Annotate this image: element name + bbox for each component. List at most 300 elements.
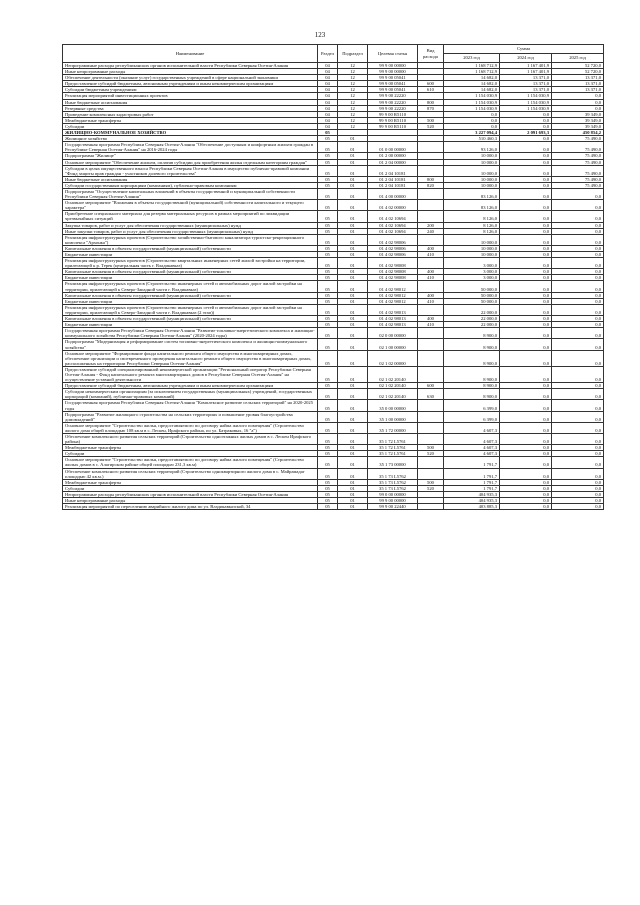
row-name: Непрограммные расходы республиканских органов исполнительной власти Республики Северная Осетия-Алания [63, 491, 318, 497]
row-razdel: 05 [318, 434, 338, 445]
row-podrazdel: 01 [338, 298, 368, 304]
row-name: Иные закупки товаров, работ и услуг для обеспечения государственных (муниципальных) нужд [63, 228, 318, 234]
row-name: Резервные средства [63, 105, 318, 111]
row-csr: 01 4 02 98008 [368, 258, 418, 269]
row-sum-2024: 0,0 [500, 491, 552, 497]
row-sum-2024: 1 167 401,9 [500, 69, 552, 75]
row-podrazdel: 12 [338, 63, 368, 69]
row-csr: 99 9 00 00000 [368, 63, 418, 69]
row-sum-2025: 0,0 [552, 434, 604, 445]
row-name: Предоставление субсидий бюджетным, автономным учреждениям и иным некоммерческим организациям [63, 81, 318, 87]
row-sum-2024: 0,0 [500, 383, 552, 389]
row-razdel: 04 [318, 87, 338, 93]
row-razdel: 04 [318, 75, 338, 81]
row-sum-2023: 8 900,0 [444, 350, 500, 366]
row-razdel: 05 [318, 252, 338, 258]
row-csr: 02 1 02 20140 [368, 366, 418, 382]
row-name: Реализация инфраструктурных проектов (Строительство инженерных сетей и автомобильных дорог жилой застройки на территории, прилегающей к Северо-Западной части г. Владикавказ) [63, 281, 318, 292]
row-podrazdel: 01 [338, 269, 368, 275]
row-razdel: 05 [318, 411, 338, 422]
row-vr: 400 [418, 292, 444, 298]
row-razdel: 05 [318, 245, 338, 251]
row-sum-2025: 0,0 [552, 322, 604, 328]
row-sum-2025: 0,0 [552, 228, 604, 234]
row-sum-2023: 1 168 712,9 [444, 69, 500, 75]
header-podrazdel: Подраздел [338, 45, 368, 63]
row-vr: 400 [418, 316, 444, 322]
row-sum-2023: 8 900,0 [444, 389, 500, 400]
table-row [63, 281, 604, 292]
row-name: Бюджетные инвестиции [63, 252, 318, 258]
row-csr: 35 1 73 L5762 [368, 479, 418, 485]
row-sum-2023: 510 460,3 [444, 136, 500, 142]
row-razdel: 05 [318, 188, 338, 199]
row-sum-2025: 0,0 [552, 245, 604, 251]
row-csr: 01 2 04 10181 [368, 176, 418, 182]
row-podrazdel: 01 [338, 504, 368, 510]
row-csr: 99 9 00 R5110 [368, 117, 418, 123]
row-sum-2025: 0,0 [552, 275, 604, 281]
row-csr: 01 4 02 98006 [368, 234, 418, 245]
row-vr [418, 211, 444, 222]
row-csr: 02 1 02 20140 [368, 383, 418, 389]
row-sum-2025: 75 490,0 [552, 153, 604, 159]
row-name: Субсидии [63, 451, 318, 457]
table-row [63, 400, 604, 411]
row-sum-2023: 22 000,0 [444, 322, 500, 328]
row-csr: 01 4 02 98008 [368, 269, 418, 275]
row-sum-2024: 0,0 [500, 298, 552, 304]
row-sum-2025: 39 349,0 [552, 117, 604, 123]
row-name: Основное мероприятие "Вложения в объекты государственной (муниципальной) собственности капитального и текущего характера" [63, 200, 318, 211]
row-razdel: 05 [318, 159, 338, 165]
row-name: Предоставление субсидий бюджетным, автономным учреждениям и иным некоммерческим организациям [63, 383, 318, 389]
row-razdel: 04 [318, 105, 338, 111]
row-sum-2025: 0,0 [552, 468, 604, 479]
row-csr: 01 4 02 98013 [368, 316, 418, 322]
row-sum-2025: 75 490,0 [552, 136, 604, 142]
row-sum-2024: 1 154 030,9 [500, 93, 552, 99]
row-sum-2025: 0,0 [552, 328, 604, 339]
row-razdel: 05 [318, 130, 338, 136]
row-name: Подпрограмма "Жилище" [63, 153, 318, 159]
row-podrazdel: 01 [338, 498, 368, 504]
row-sum-2024: 0,0 [500, 200, 552, 211]
row-podrazdel: 01 [338, 316, 368, 322]
row-sum-2025: 0,0 [552, 445, 604, 451]
row-sum-2025: 0,0 [552, 222, 604, 228]
row-csr: 02 1 02 00000 [368, 350, 418, 366]
row-sum-2023: 50 000,0 [444, 298, 500, 304]
row-csr: 35 1 72 L5761 [368, 451, 418, 457]
row-razdel: 05 [318, 468, 338, 479]
row-razdel: 05 [318, 339, 338, 350]
row-podrazdel: 12 [338, 93, 368, 99]
row-sum-2024: 0,0 [500, 281, 552, 292]
row-sum-2024: 0,0 [500, 188, 552, 199]
row-vr: 820 [418, 182, 444, 188]
budget-table [62, 44, 604, 510]
row-sum-2023: 8 900,0 [444, 339, 500, 350]
row-sum-2024: 0,0 [500, 275, 552, 281]
row-podrazdel: 01 [338, 366, 368, 382]
row-sum-2023: 10 000,0 [444, 165, 500, 176]
row-name: Основное мероприятие "Формирование фонда капитального ремонта общего имущества в многоквартирных домах, обеспечение организации и своевременного проведения капитального ремонта общего имущества в многоквартирных домах, расположенных на территории Республики Северная Осетия-Алания" [63, 350, 318, 366]
row-podrazdel: 01 [338, 411, 368, 422]
row-vr: 410 [418, 298, 444, 304]
row-sum-2025: 0,0 [552, 99, 604, 105]
row-sum-2025: 0,0 [552, 105, 604, 111]
row-name: Субсидии государственным корпорациям (компаниям), публично-правовым компаниям [63, 182, 318, 188]
row-podrazdel: 12 [338, 105, 368, 111]
row-sum-2023: 8 126,0 [444, 211, 500, 222]
row-vr [418, 411, 444, 422]
table-row [63, 258, 604, 269]
row-csr: 99 9 00 R5110 [368, 123, 418, 129]
header-razdel: Раздел [318, 45, 338, 63]
row-sum-2023: 8 900,0 [444, 328, 500, 339]
row-vr: 400 [418, 245, 444, 251]
row-csr: 01 4 02 98008 [368, 275, 418, 281]
row-csr: 99 0 00 00000 [368, 491, 418, 497]
row-podrazdel: 01 [338, 234, 368, 245]
row-razdel: 05 [318, 269, 338, 275]
row-razdel: 05 [318, 304, 338, 315]
row-vr: 500 [418, 479, 444, 485]
row-razdel: 04 [318, 63, 338, 69]
row-podrazdel: 01 [338, 245, 368, 251]
row-sum-2023: 4 607,3 [444, 445, 500, 451]
row-sum-2023: 50 000,0 [444, 292, 500, 298]
table-row [63, 411, 604, 422]
row-csr: 02 0 00 00000 [368, 328, 418, 339]
row-sum-2024: 0,0 [500, 228, 552, 234]
row-sum-2023: 3 000,0 [444, 269, 500, 275]
row-vr: 800 [418, 99, 444, 105]
row-vr [418, 281, 444, 292]
row-sum-2025: 0,0 [552, 298, 604, 304]
row-sum-2025: 0,0 [552, 269, 604, 275]
row-sum-2023: 14 682,0 [444, 87, 500, 93]
row-sum-2023: 8 126,0 [444, 222, 500, 228]
row-sum-2025: 0,0 [552, 504, 604, 510]
row-name: Иные непрограммные расходы [63, 69, 318, 75]
row-podrazdel: 01 [338, 383, 368, 389]
row-vr: 630 [418, 389, 444, 400]
row-razdel: 05 [318, 211, 338, 222]
row-sum-2024: 0,0 [500, 504, 552, 510]
row-sum-2025: 75 490,0 [552, 142, 604, 153]
row-razdel: 05 [318, 165, 338, 176]
table-row [63, 350, 604, 366]
row-razdel: 05 [318, 200, 338, 211]
row-vr [418, 366, 444, 382]
row-razdel: 04 [318, 93, 338, 99]
row-sum-2024: 0,0 [500, 400, 552, 411]
row-sum-2024: 13 371,0 [500, 81, 552, 87]
row-podrazdel: 01 [338, 485, 368, 491]
row-name: Реализация инфраструктурных проектов (Строительство квартальных инженерных сетей жилой застройки на территории, прилегающей к р. Терек (центральная часть г. Владикавказ) [63, 258, 318, 269]
row-name: Капитальные вложения в объекты государственной (муниципальной) собственности [63, 316, 318, 322]
row-csr: 01 4 02 10694 [368, 228, 418, 234]
row-name: Реализация мероприятий инвестиционных проектов [63, 93, 318, 99]
row-csr: 01 4 02 00000 [368, 200, 418, 211]
header-2024: 2024 год [500, 54, 552, 63]
row-sum-2023: 8 900,0 [444, 383, 500, 389]
header-2023: 2023 год [444, 54, 500, 63]
table-row [63, 200, 604, 211]
row-name: Иные бюджетные ассигнования [63, 99, 318, 105]
table-row [63, 366, 604, 382]
row-csr: 01 4 02 98006 [368, 245, 418, 251]
row-name: Иные непрограммные расходы [63, 498, 318, 504]
row-sum-2023: 8 126,0 [444, 228, 500, 234]
row-podrazdel: 01 [338, 258, 368, 269]
table-row [63, 504, 604, 510]
row-razdel: 05 [318, 498, 338, 504]
row-sum-2025: 0,0 [552, 252, 604, 258]
row-podrazdel: 01 [338, 159, 368, 165]
row-csr: 01 2 00 00000 [368, 153, 418, 159]
row-sum-2023: 0,0 [444, 123, 500, 129]
row-sum-2024: 1 167 401,9 [500, 63, 552, 69]
row-sum-2025: 13 371,0 [552, 87, 604, 93]
row-razdel: 05 [318, 445, 338, 451]
row-vr: 520 [418, 485, 444, 491]
row-vr: 610 [418, 87, 444, 93]
row-podrazdel: 01 [338, 153, 368, 159]
row-sum-2023: 3 227 094,4 [444, 130, 500, 136]
row-vr: 500 [418, 445, 444, 451]
row-podrazdel: 12 [338, 75, 368, 81]
row-sum-2025: 0,0 [552, 491, 604, 497]
row-podrazdel: 01 [338, 222, 368, 228]
row-sum-2024: 0,0 [500, 322, 552, 328]
row-vr [418, 234, 444, 245]
row-sum-2024: 0,0 [500, 176, 552, 182]
row-vr: 410 [418, 275, 444, 281]
row-sum-2023: 1 791,7 [444, 485, 500, 491]
row-name: Субсидии [63, 123, 318, 129]
row-csr: 99 9 00 05041 [368, 75, 418, 81]
row-sum-2024: 0,0 [500, 153, 552, 159]
row-csr: 99 9 00 00000 [368, 498, 418, 504]
row-razdel: 05 [318, 234, 338, 245]
row-sum-2023: 14 682,0 [444, 81, 500, 87]
row-sum-2025: 0,0 [552, 211, 604, 222]
row-sum-2023: 4 607,3 [444, 422, 500, 433]
row-csr: 01 4 02 98012 [368, 292, 418, 298]
row-vr [418, 434, 444, 445]
row-sum-2023: 1 154 030,9 [444, 99, 500, 105]
row-razdel: 05 [318, 451, 338, 457]
row-podrazdel: 01 [338, 451, 368, 457]
row-sum-2025: 0,0 [552, 258, 604, 269]
row-sum-2025: 0,0 [552, 188, 604, 199]
row-sum-2024: 0,0 [500, 252, 552, 258]
header-summa: Сумма [444, 45, 604, 54]
row-podrazdel: 01 [338, 350, 368, 366]
row-name: Приобретение специального материала для резерва материальных ресурсов в рамках мероприятий по ликвидации чрезвычайных ситуаций [63, 211, 318, 222]
row-csr: 01 4 02 98013 [368, 322, 418, 328]
row-name: Бюджетные инвестиции [63, 298, 318, 304]
row-name: Субсидии [63, 485, 318, 491]
row-razdel: 05 [318, 153, 338, 159]
row-name: Закупка товаров, работ и услуг для обеспечения государственных (муниципальных) нужд [63, 222, 318, 228]
row-razdel: 05 [318, 281, 338, 292]
row-vr: 500 [418, 117, 444, 123]
row-name: Обеспечение комплексного развития сельских территорий (Строительство одноэтажных жилых домов в с. Лескен Ирафского района) [63, 434, 318, 445]
row-sum-2023: 3 000,0 [444, 275, 500, 281]
row-name: Капитальные вложения в объекты государственной (муниципальной) собственности [63, 269, 318, 275]
row-razdel: 05 [318, 457, 338, 468]
row-podrazdel: 01 [338, 434, 368, 445]
row-sum-2024: 0,0 [500, 328, 552, 339]
row-sum-2025: 0,0 [552, 339, 604, 350]
table-body [63, 63, 604, 510]
row-csr: 02 1 00 00000 [368, 339, 418, 350]
row-podrazdel: 01 [338, 211, 368, 222]
row-csr: 99 9 00 05041 [368, 87, 418, 93]
row-sum-2023: 83 126,0 [444, 200, 500, 211]
row-podrazdel: 01 [338, 389, 368, 400]
table-row [63, 457, 604, 468]
row-name: Основное мероприятие "Строительство жилья, предоставляемого по договору найма жилого помещения" (Строительство жилых домов в с. Алагирском районе общей площадью 231,3 кв.м) [63, 457, 318, 468]
row-sum-2024: 0,0 [500, 182, 552, 188]
row-vr [418, 165, 444, 176]
row-sum-2024: 0,0 [500, 258, 552, 269]
row-vr: 520 [418, 451, 444, 457]
row-sum-2023: 93 126,0 [444, 142, 500, 153]
row-podrazdel: 12 [338, 123, 368, 129]
row-sum-2024: 13 371,0 [500, 75, 552, 81]
row-csr: 01 4 02 10694 [368, 222, 418, 228]
row-name: Жилищное хозяйство [63, 136, 318, 142]
row-vr: 400 [418, 269, 444, 275]
row-sum-2025: 39 349,0 [552, 111, 604, 117]
row-csr: 99 9 00 22220 [368, 105, 418, 111]
row-podrazdel: 01 [338, 188, 368, 199]
row-podrazdel: 01 [338, 400, 368, 411]
row-csr: 35 1 72 00000 [368, 422, 418, 433]
row-csr: 35 1 73 L5762 [368, 485, 418, 491]
row-sum-2025: 450 854,2 [552, 130, 604, 136]
row-sum-2025: 0,0 [552, 498, 604, 504]
row-razdel: 05 [318, 491, 338, 497]
row-name: Основное мероприятие "Строительство жилья, предоставляемого по договору найма жилого помещения" (Строительство жилого дома общей площадью 108 кв.м в с. Лескен, Ирафского района, по ул. Батраковых, 16 "а") [63, 422, 318, 433]
row-sum-2025: 0,0 [552, 316, 604, 322]
row-podrazdel: 01 [338, 491, 368, 497]
row-csr: 01 4 02 98006 [368, 252, 418, 258]
row-sum-2025: 75 490,0 [552, 165, 604, 176]
row-vr: 800 [418, 176, 444, 182]
row-csr: 99 9 00 22220 [368, 93, 418, 99]
row-sum-2025: 75 490,0 [552, 176, 604, 182]
row-sum-2023: 6 399,0 [444, 411, 500, 422]
row-sum-2024: 0,0 [500, 111, 552, 117]
row-sum-2024: 0,0 [500, 123, 552, 129]
row-vr [418, 422, 444, 433]
row-vr: 600 [418, 383, 444, 389]
row-sum-2023: 1 154 030,9 [444, 105, 500, 111]
row-sum-2024: 1 154 030,9 [500, 105, 552, 111]
row-sum-2023: 404 935,3 [444, 491, 500, 497]
row-podrazdel: 12 [338, 99, 368, 105]
row-sum-2024: 2 091 693,3 [500, 130, 552, 136]
row-podrazdel: 01 [338, 328, 368, 339]
row-razdel: 05 [318, 222, 338, 228]
row-csr: 01 4 02 98013 [368, 304, 418, 315]
row-sum-2023: 403 885,3 [444, 504, 500, 510]
row-razdel: 05 [318, 389, 338, 400]
row-name: Подпрограмма "Развитие жилищного строительства на сельских территориях и повышение уровня благоустройства домовладений" [63, 411, 318, 422]
row-name: Реализация мероприятий по переселению аварийного жилого дома по ул. Владикавказской, 34 [63, 504, 318, 510]
table-row [63, 234, 604, 245]
row-sum-2023: 22 000,0 [444, 316, 500, 322]
row-razdel: 05 [318, 350, 338, 366]
row-podrazdel: 01 [338, 136, 368, 142]
table-row [63, 211, 604, 222]
row-sum-2023: 4 607,3 [444, 434, 500, 445]
row-podrazdel: 01 [338, 165, 368, 176]
row-csr: 01 2 04 10181 [368, 182, 418, 188]
row-podrazdel: 01 [338, 479, 368, 485]
row-name: Реализация инфраструктурных проектов (Строительство инженерных сетей и автомобильных дорог жилой застройки на территории, прилегающей к Северо-Западной части г. Владикавказ (2 этап)) [63, 304, 318, 315]
row-razdel: 04 [318, 111, 338, 117]
row-vr: 410 [418, 322, 444, 328]
row-sum-2024: 0,0 [500, 498, 552, 504]
row-vr [418, 328, 444, 339]
table-row [63, 422, 604, 433]
row-podrazdel: 01 [338, 142, 368, 153]
row-sum-2024: 0,0 [500, 389, 552, 400]
row-razdel: 05 [318, 383, 338, 389]
row-podrazdel: 01 [338, 252, 368, 258]
row-sum-2025: 0,0 [552, 383, 604, 389]
row-sum-2023: 1 791,7 [444, 479, 500, 485]
row-vr [418, 200, 444, 211]
row-podrazdel: 12 [338, 111, 368, 117]
row-sum-2024: 0,0 [500, 411, 552, 422]
row-podrazdel: 01 [338, 422, 368, 433]
row-sum-2025: 0,0 [552, 485, 604, 491]
row-razdel: 05 [318, 182, 338, 188]
row-razdel: 04 [318, 99, 338, 105]
row-sum-2024: 0,0 [500, 142, 552, 153]
row-csr: 99 9 00 22440 [368, 504, 418, 510]
row-name: Непрограммные расходы республиканских органов исполнительной власти Республики Северная Осетия-Алания [63, 63, 318, 69]
row-podrazdel: 01 [338, 322, 368, 328]
row-csr: 35 1 72 L5761 [368, 434, 418, 445]
row-razdel: 05 [318, 328, 338, 339]
row-sum-2023: 14 682,0 [444, 75, 500, 81]
row-razdel: 05 [318, 136, 338, 142]
row-podrazdel: 01 [338, 468, 368, 479]
page-number: 123 [314, 31, 326, 39]
row-sum-2024: 0,0 [500, 234, 552, 245]
row-podrazdel: 01 [338, 275, 368, 281]
row-name: Межбюджетные трансферты [63, 117, 318, 123]
row-razdel: 05 [318, 275, 338, 281]
row-razdel: 05 [318, 142, 338, 153]
row-name: Капитальные вложения в объекты государственной (муниципальной) собственности [63, 292, 318, 298]
row-sum-2025: 0,0 [552, 292, 604, 298]
row-csr: 01 2 04 10181 [368, 165, 418, 176]
row-sum-2024: 0,0 [500, 159, 552, 165]
row-vr: 200 [418, 222, 444, 228]
row-sum-2025: 0,0 [552, 200, 604, 211]
row-sum-2025: 75 490,0 [552, 159, 604, 165]
